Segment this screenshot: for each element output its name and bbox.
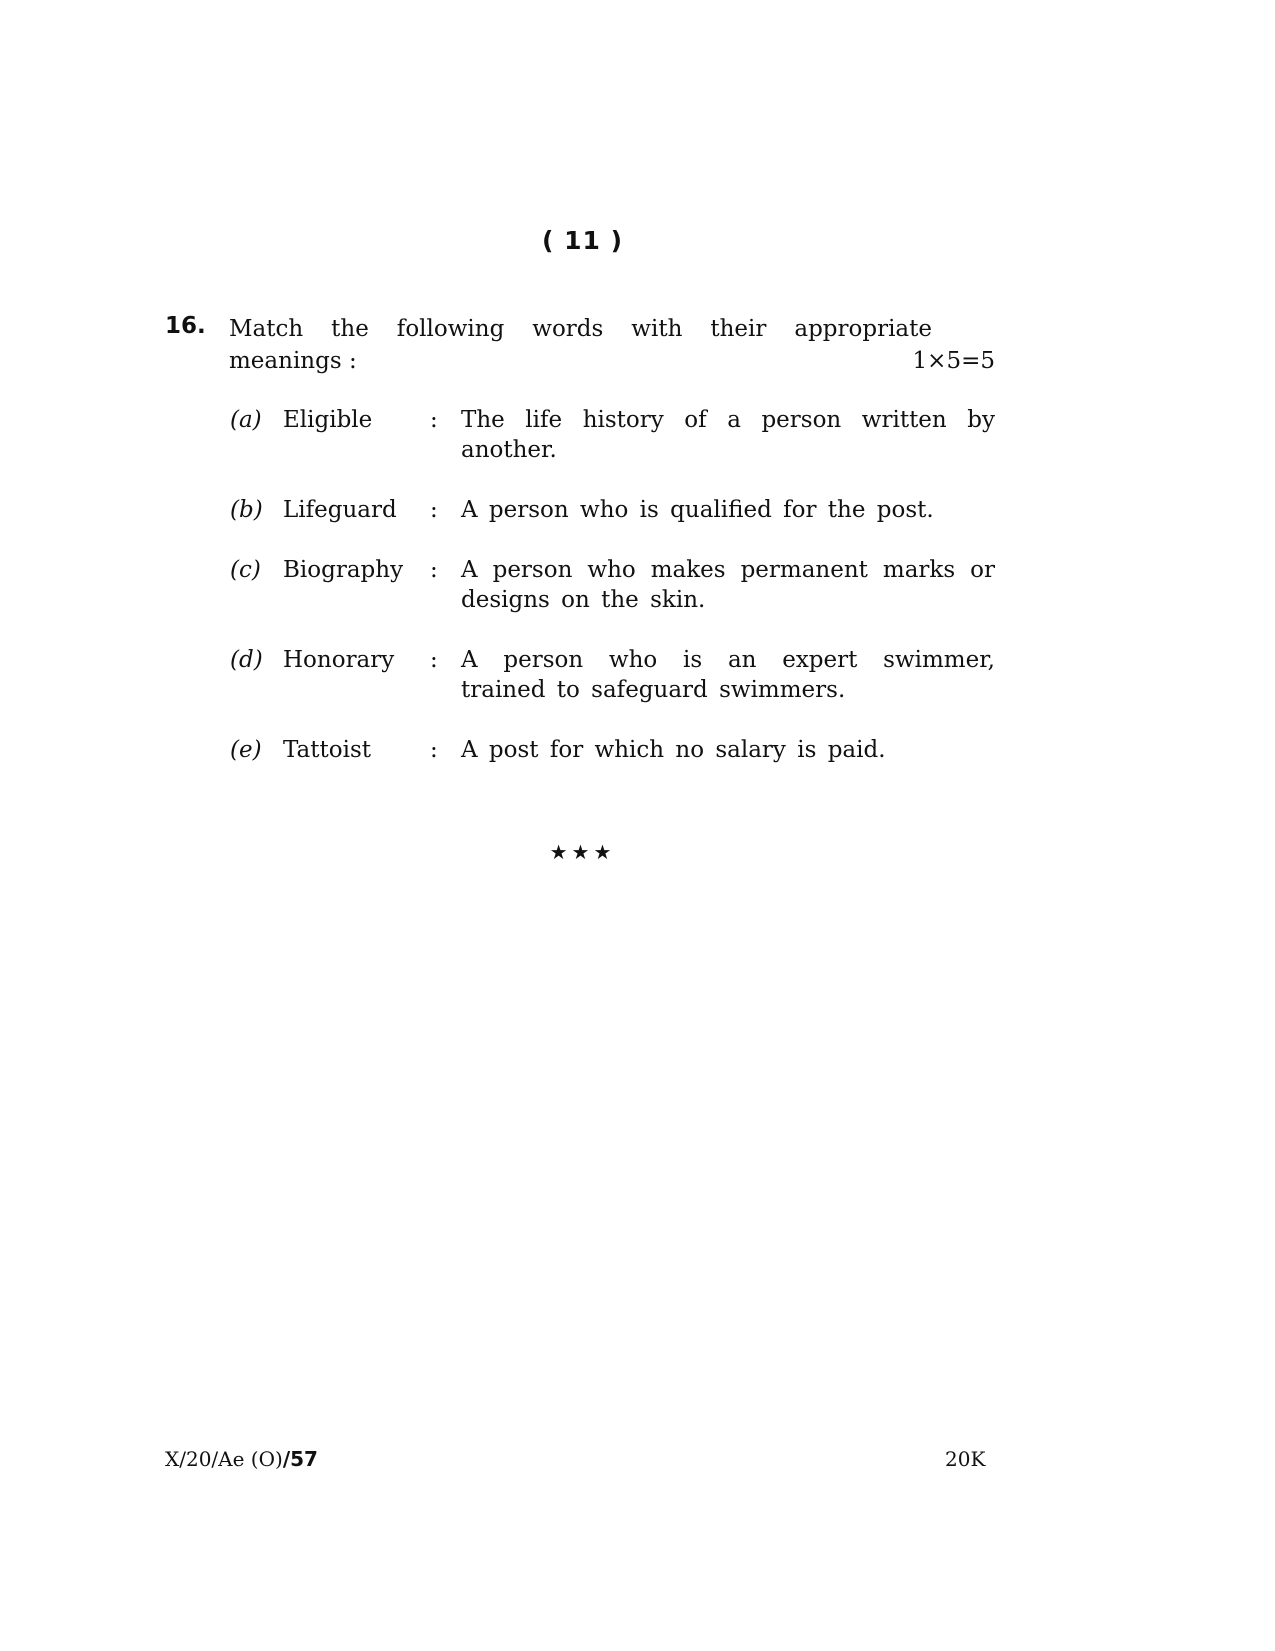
item-colon: : <box>430 497 438 523</box>
item-letter: (d) <box>230 647 263 673</box>
item-colon: : <box>430 647 438 673</box>
item-word: Lifeguard <box>283 497 397 523</box>
match-item-a <box>230 405 995 465</box>
item-letter: (b) <box>230 497 263 523</box>
item-meaning: A post for which no salary is paid. <box>461 737 886 763</box>
item-letter: (a) <box>230 407 262 433</box>
question-text-line1: Match the following words with their appropriate <box>229 316 932 342</box>
paper-code <box>165 1447 318 1471</box>
item-word: Honorary <box>283 647 395 673</box>
item-word: Eligible <box>283 407 373 433</box>
question-text <box>229 313 995 377</box>
print-count: 20K <box>945 1447 986 1471</box>
end-stars-icon: ★★★ <box>549 840 616 864</box>
item-word: Tattoist <box>283 737 372 763</box>
question-text-line2: meanings : <box>229 348 357 374</box>
paper-code-prefix: X/20/Ae (O) <box>165 1447 283 1471</box>
question-number: 16. <box>165 313 206 339</box>
paper-code-suffix: /57 <box>282 1447 318 1471</box>
match-item-e <box>230 735 995 765</box>
match-items-list <box>230 405 995 795</box>
item-letter: (e) <box>230 737 262 763</box>
match-item-c <box>230 555 995 615</box>
item-word: Biography <box>283 557 404 583</box>
item-colon: : <box>430 737 438 763</box>
question-text-line2-row <box>229 345 995 377</box>
item-meaning: A person who is qualified for the post. <box>461 497 934 523</box>
item-meaning: The life history of a person written by another. <box>461 407 995 463</box>
question-marks: 1×5=5 <box>912 348 995 374</box>
item-meaning: A person who is an expert swimmer, trained to safeguard swimmers. <box>461 647 995 703</box>
match-item-d <box>230 645 995 705</box>
match-item-b <box>230 495 995 525</box>
item-meaning: A person who makes permanent marks or designs on the skin. <box>461 557 995 613</box>
item-letter: (c) <box>230 557 261 583</box>
page-number: ( 11 ) <box>541 226 624 255</box>
item-colon: : <box>430 407 438 433</box>
item-colon: : <box>430 557 438 583</box>
